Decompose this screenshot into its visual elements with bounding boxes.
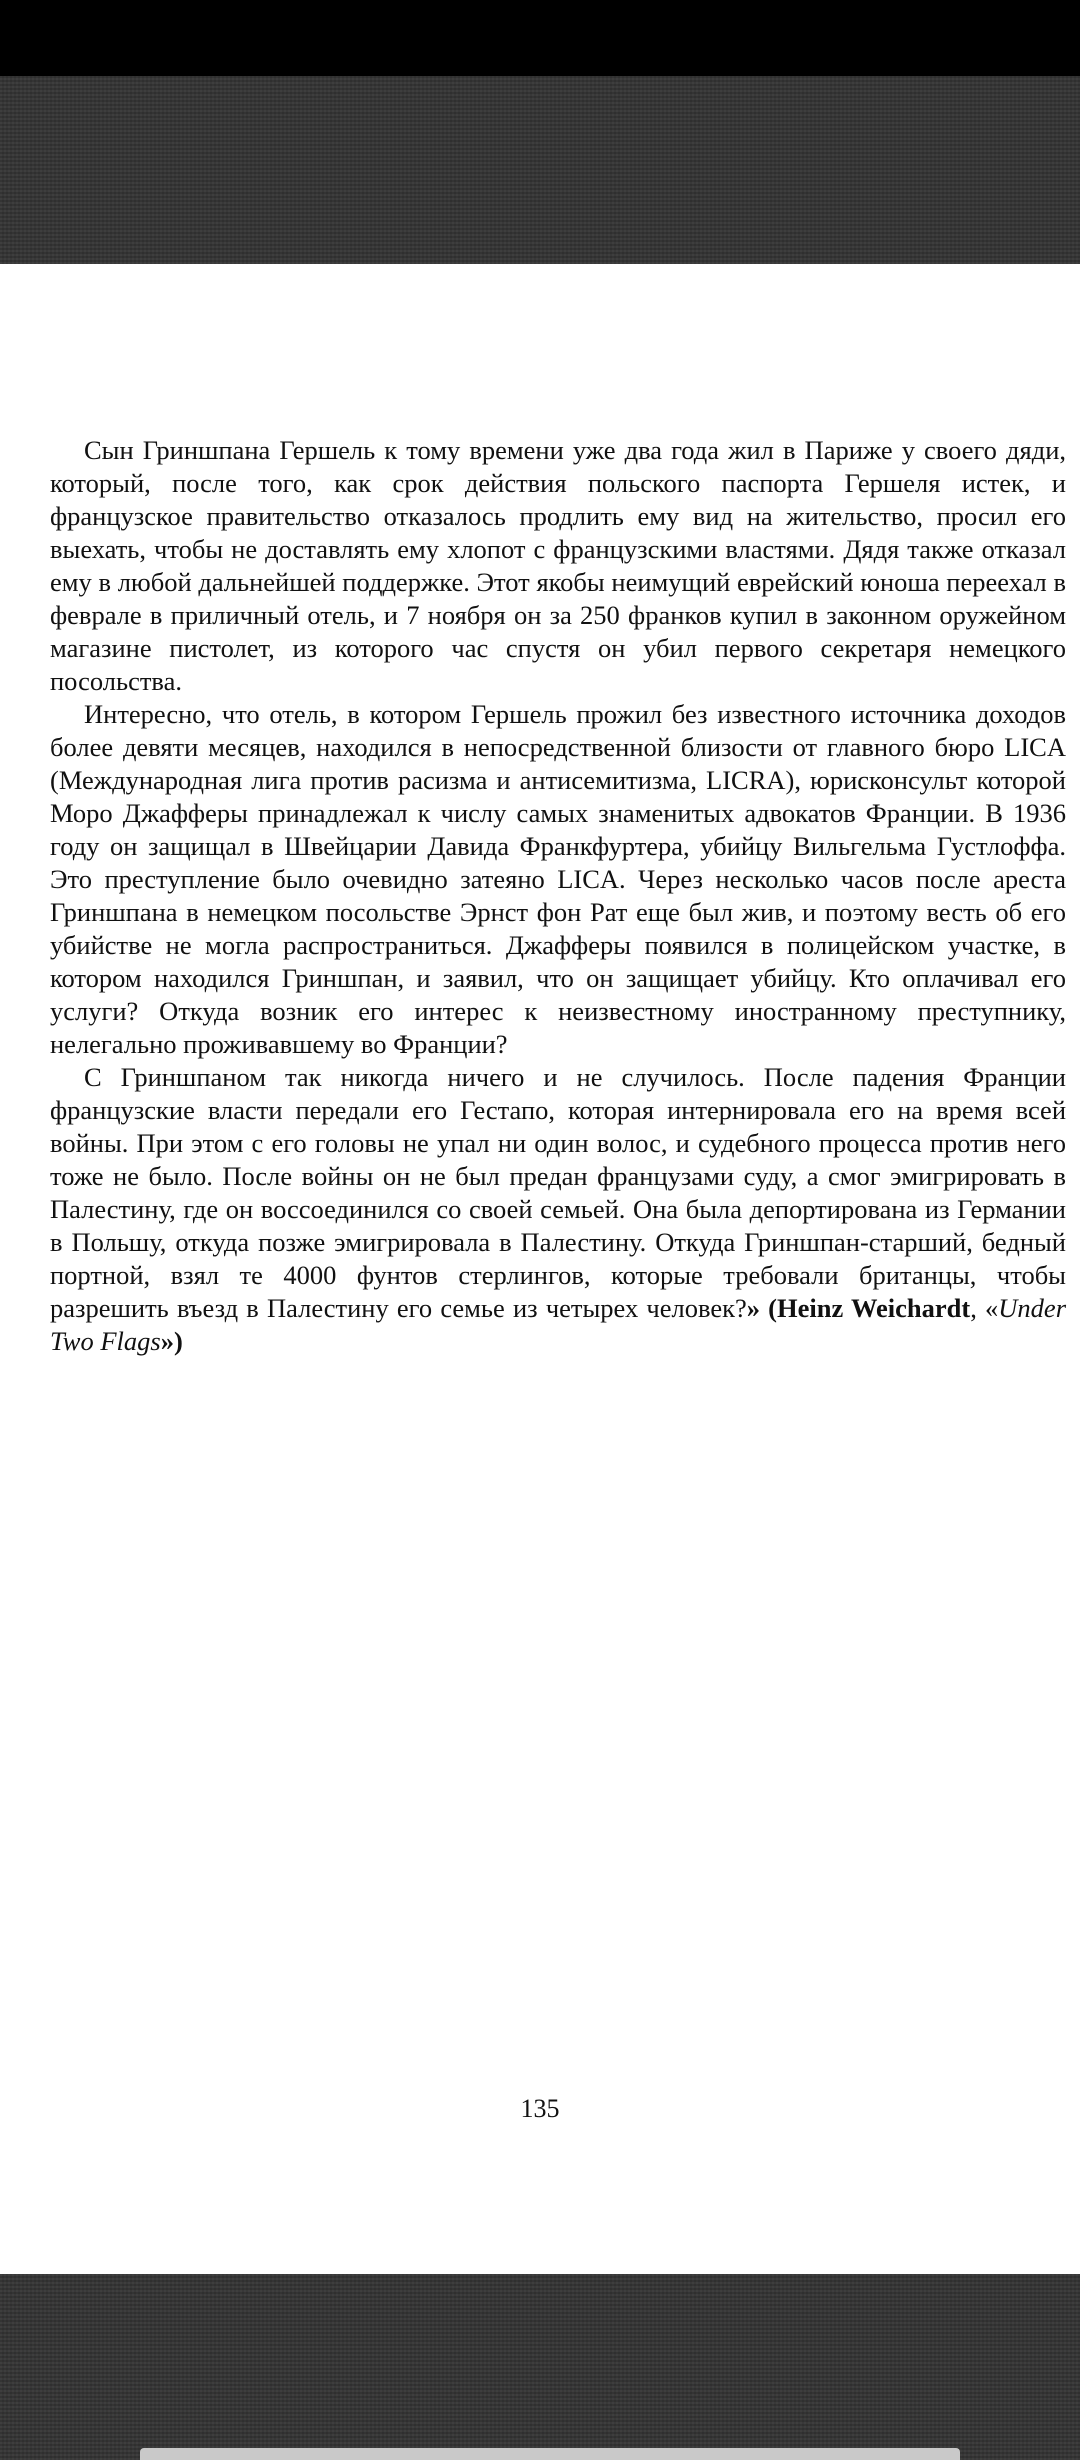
reader-top-toolbar[interactable] [0,76,1080,264]
home-indicator[interactable] [140,2448,960,2460]
book-page[interactable] [0,264,1080,2274]
paragraph-3 [50,1061,1066,1358]
citation-title: Under Two Flags [50,1293,1067,1356]
citation-author: Heinz Weichardt [777,1293,971,1323]
citation-open: ( [759,1293,778,1323]
closing-quote: » [746,1293,760,1323]
reader-bottom-toolbar[interactable] [0,2274,1080,2460]
paragraph-1: Сын Гриншпана Гершель к тому времени уже два года жил в Париже у своего дяди, который, после того, как срок действия польского паспорта Гершеля истек, и французское правительство отказалось продлить ему вид на жительство, просил его выехать, чтобы не доставлять ему хлопот с французскими властями. Дядя также отказал ему в любой дальнейшей поддержке. Этот якобы неимущий еврейский юноша переехал в феврале в приличный отель, и 7 ноября он за 250 франков купил в законном оружейном магазине пистолет, из которого час спустя он убил первого секретаря немецкого посольства. [50,435,1066,696]
page-text [50,434,1066,1358]
page-number: 135 [520,2094,560,2123]
paragraph-3-text: С Гриншпаном так никогда ничего и не случилось. После падения Франции французские власти передали его Гестапо, которая интернировала его на время всей войны. При этом с его головы не упал ни один волос, и судебного процесса против него тоже не было. После войны он не был предан французами суду, а смог эмигрировать в Палестину, где он воссоединился со своей семьей. Она была депортирована из Германии в Польшу, откуда позже эмигрировала в Палестину. Откуда Гриншпан-старший, бедный портной, взял те 4000 фунтов стерлингов, которые требовали британцы, чтобы разрешить въезд в Палестину его семье из четырех человек? [50,1062,1066,1323]
paragraph-2: Интересно, что отель, в котором Гершель прожил без известного источника доходов более девяти месяцев, находился в непосредственной близости от главного бюро LICA (Международная лига против расизма и антисемитизма, LICRA), юрисконсульт которой Моро Джафферы принадлежал к числу самых знаменитых адвокатов Франции. В 1936 году он защищал в Швейцарии Давида Франкфуртера, убийцу Вильгельма Густлоффа. Это преступление было очевидно затеяно LICA. Через несколько часов после ареста Гриншпана в немецком посольстве Эрнст фон Рат еще был жив, и поэтому весть об его убийстве не могла распространиться. Джафферы появился в полицейском участке, в котором находился Гриншпан, и заявил, что он защищает убийцу. Кто оплачивал его услуги? Откуда возник его интерес к неизвестному иностранному преступнику, нелегально проживавшему во Франции? [50,699,1066,1059]
citation-separator: , « [970,1293,999,1323]
status-bar [0,0,1080,76]
citation-close: ») [160,1326,183,1356]
